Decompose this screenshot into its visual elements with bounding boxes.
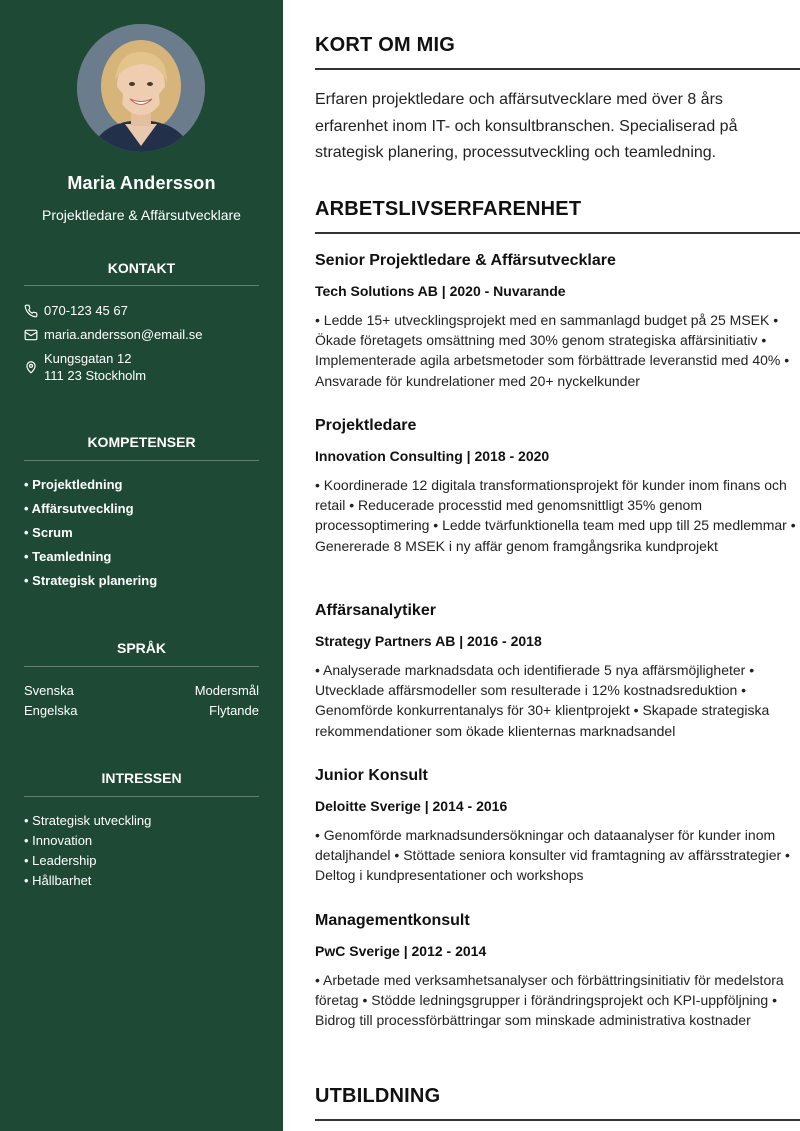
languages-divider <box>24 666 259 667</box>
contact-email <box>24 326 202 343</box>
job-title: Projektledare <box>315 417 417 434</box>
contact-divider <box>24 285 259 286</box>
profile-photo <box>77 24 205 152</box>
languages-heading: SPRÅK <box>116 640 166 656</box>
sidebar <box>0 0 283 1131</box>
job-title: Senior Projektledare & Affärsutvecklare <box>315 252 616 269</box>
job-description: • Arbetade med verksamhetsanalyser och förbättringsinitiativ för medelstora företag • Stödde ledningsgrupper i förändringsprojekt och KPI-uppföljning • Bidrog till processförbättringar som minskade administrativa kostnader <box>315 972 784 1029</box>
phone-text: 070-123 45 67 <box>44 303 128 318</box>
location-pin-icon <box>24 360 38 374</box>
skill-item: • Teamledning <box>24 549 112 564</box>
address-line-1: Kungsgatan 12 <box>44 351 132 366</box>
contact-heading: KONTAKT <box>107 260 176 276</box>
education-divider <box>315 1119 800 1121</box>
language-row <box>24 683 259 698</box>
profile-role: Projektledare & Affärsutvecklare <box>42 207 241 223</box>
skill-item: • Scrum <box>24 525 73 540</box>
skills-divider <box>24 460 259 461</box>
language-level: Flytande <box>209 703 259 718</box>
skill-item: • Strategisk planering <box>24 573 158 588</box>
language-row <box>24 703 259 718</box>
job-company-period: Tech Solutions AB | 2020 - Nuvarande <box>315 283 566 299</box>
interest-item: • Innovation <box>24 833 93 848</box>
about-divider <box>315 68 800 70</box>
experience-divider <box>315 232 800 234</box>
language-name: Svenska <box>24 683 74 698</box>
about-heading: KORT OM MIG <box>315 34 455 56</box>
job-company-period: Deloitte Sverige | 2014 - 2016 <box>315 798 508 814</box>
address-line-2: 111 23 Stockholm <box>44 368 147 383</box>
language-level: Modersmål <box>194 683 259 698</box>
job-company-period: Strategy Partners AB | 2016 - 2018 <box>315 633 542 649</box>
skill-item: • Affärsutveckling <box>24 501 134 516</box>
job-company-period: PwC Sverige | 2012 - 2014 <box>315 943 487 959</box>
job-title: Junior Konsult <box>315 767 428 784</box>
contact-phone <box>24 302 128 319</box>
experience-heading: ARBETSLIVSERFARENHET <box>315 198 582 220</box>
phone-icon <box>24 304 38 318</box>
job-description: • Analyserade marknadsdata och identifierade 5 nya affärsmöjligheter • Utvecklade affärsmodeller som resulterade i 12% kostnadsreduktion • Genomförde konkurrentanalys för 30+ klientprojekt • Skapade strategiska rekommendationer som ökade klienternas marknadsandel <box>315 662 770 739</box>
job-description: • Ledde 15+ utvecklingsprojekt med en sammanlagd budget på 25 MSEK • Ökade företagets omsättning med 30% genom strategiska affärsinitiativ • Implementerade agila arbetsmetoder som förbättrade leveranstid med 40% • Ansvarade för kundrelationer med 20+ nyckelkunder <box>315 312 790 389</box>
interest-item: • Leadership <box>24 853 97 868</box>
contact-address <box>24 350 146 384</box>
interests-heading: INTRESSEN <box>101 770 182 786</box>
email-text[interactable]: maria.andersson@email.se <box>44 327 203 342</box>
education-heading: UTBILDNING <box>315 1085 441 1107</box>
mail-icon <box>24 328 38 342</box>
interest-item: • Strategisk utveckling <box>24 813 152 828</box>
about-text: Erfaren projektledare och affärsutvecklare med över 8 års erfarenhet inom IT- och konsultbranschen. Specialiserad på strategisk planering, processutveckling och teamledning. <box>315 91 738 161</box>
job-title: Affärsanalytiker <box>315 602 436 619</box>
address-text <box>44 350 146 384</box>
interest-item: • Hållbarhet <box>24 873 92 888</box>
job-description: • Genomförde marknadsundersökningar och dataanalyser för kunder inom detaljhandel • Stöttade seniora konsulter vid framtagning av affärsstrategier • Deltog i kundpresentationer och workshops <box>315 827 790 884</box>
skills-heading: KOMPETENSER <box>87 434 196 450</box>
language-name: Engelska <box>24 703 78 718</box>
job-company-period: Innovation Consulting | 2018 - 2020 <box>315 448 550 464</box>
profile-name: Maria Andersson <box>67 173 216 193</box>
skill-item: • Projektledning <box>24 477 123 492</box>
interests-divider <box>24 796 259 797</box>
job-title: Managementkonsult <box>315 912 470 929</box>
job-description: • Koordinerade 12 digitala transformationsprojekt för kunder inom finans och retail • Reducerade processtid med genomsnittligt 35% genom processoptimering • Ledde tvärfunktionella team med upp till 25 medlemmar • Genererade 8 MSEK i ny affär genom framgångsrika kundprojekt <box>315 477 796 554</box>
